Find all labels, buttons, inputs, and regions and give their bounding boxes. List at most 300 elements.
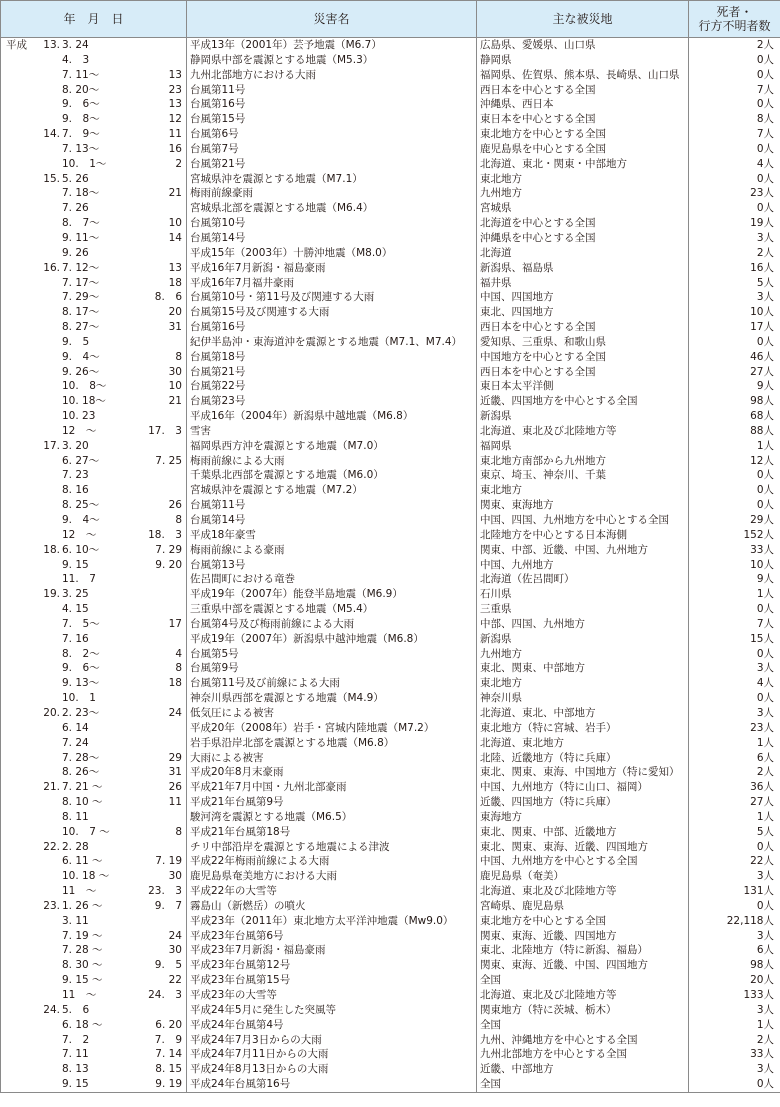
date-cell (1, 958, 187, 973)
affected-area-cell: 北海道、東北・関東・中部地方 (477, 157, 689, 172)
deaths-cell: 2人 (689, 765, 780, 780)
disaster-name-cell: 台風第9号 (187, 661, 477, 676)
date-cell (1, 127, 187, 142)
affected-area-cell: 西日本を中心とする全国 (477, 320, 689, 335)
deaths-cell: 3人 (689, 706, 780, 721)
table-row (1, 53, 780, 68)
deaths-cell: 0人 (689, 899, 780, 914)
table-row (1, 780, 780, 795)
affected-area-cell: 中部、四国、九州地方 (477, 617, 689, 632)
start-date: 7. 28～ (62, 751, 100, 764)
disaster-name-cell: 台風第22号 (187, 379, 477, 394)
affected-area-cell: 東北地方を中心とする全国 (477, 914, 689, 929)
date-cell (1, 513, 187, 528)
deaths-cell: 3人 (689, 1003, 780, 1018)
start-date: 12 ～ (62, 424, 97, 437)
deaths-cell: 12人 (689, 454, 780, 469)
date-cell (1, 83, 187, 98)
table-row (1, 394, 780, 409)
deaths-cell: 4人 (689, 157, 780, 172)
affected-area-cell: 宮崎県、鹿児島県 (477, 899, 689, 914)
deaths-cell: 1人 (689, 439, 780, 454)
disaster-name-cell: 梅雨前線による豪雨 (187, 543, 477, 558)
end-date: 10 (168, 217, 182, 230)
end-date: 7. 9 (154, 1033, 182, 1046)
table-row (1, 988, 780, 1003)
disaster-name-cell: 台風第11号及び前線による大雨 (187, 676, 477, 691)
start-date: 9. 15 ～ (62, 974, 103, 987)
affected-area-cell: 広島県、愛媛県、山口県 (477, 38, 689, 53)
end-date: 10 (168, 380, 182, 393)
disaster-name-cell: 台風第14号 (187, 231, 477, 246)
start-date: 8. 30 ～ (62, 959, 103, 972)
disaster-name-cell: 台風第10号 (187, 216, 477, 231)
deaths-cell: 15人 (689, 632, 780, 647)
date-cell (1, 394, 187, 409)
table-row (1, 246, 780, 261)
date-cell (1, 424, 187, 439)
disaster-name-cell: 平成23年の大雪等 (187, 988, 477, 1003)
table-row (1, 142, 780, 157)
deaths-cell: 3人 (689, 869, 780, 884)
deaths-cell: 9人 (689, 379, 780, 394)
disaster-name-cell: 平成19年（2007年）能登半島地震（M6.9） (187, 587, 477, 602)
affected-area-cell: 北陸、近畿地方（特に兵庫） (477, 751, 689, 766)
affected-area-cell: 沖縄県を中心とする全国 (477, 231, 689, 246)
deaths-cell: 98人 (689, 394, 780, 409)
disaster-name-cell: 平成22年梅雨前線による大雨 (187, 854, 477, 869)
end-date: 21 (168, 395, 182, 408)
date-cell (1, 261, 187, 276)
table-row (1, 276, 780, 291)
disaster-name-cell: 台風第21号 (187, 365, 477, 380)
table-row (1, 587, 780, 602)
start-date: 7. 11 (62, 1048, 89, 1061)
end-date: 29 (168, 751, 182, 764)
table-row (1, 661, 780, 676)
end-date: 24 (168, 929, 182, 942)
deaths-cell: 152人 (689, 528, 780, 543)
start-date: 7. 5～ (62, 617, 100, 630)
deaths-cell: 29人 (689, 513, 780, 528)
disaster-name-cell: 宮城県沖を震源とする地震（M7.1） (187, 172, 477, 187)
end-date: 26 (168, 499, 182, 512)
disaster-name-cell: 台風第23号 (187, 394, 477, 409)
table-row (1, 617, 780, 632)
affected-area-cell: 静岡県 (477, 53, 689, 68)
date-cell (1, 97, 187, 112)
table-row (1, 513, 780, 528)
affected-area-cell: 九州地方 (477, 647, 689, 662)
deaths-cell: 1人 (689, 587, 780, 602)
date-cell (1, 468, 187, 483)
table-row (1, 424, 780, 439)
date-cell (1, 825, 187, 840)
date-cell (1, 305, 187, 320)
affected-area-cell: 関東、東海、近畿、四国地方 (477, 929, 689, 944)
start-date: 2. 23～ (62, 706, 100, 719)
table-row (1, 854, 780, 869)
deaths-cell: 1人 (689, 1018, 780, 1033)
table-row (1, 38, 780, 53)
end-date: 18 (168, 276, 182, 289)
affected-area-cell: 東北、北陸地方（特に新潟、福島） (477, 943, 689, 958)
affected-area-cell: 福岡県 (477, 439, 689, 454)
affected-area-cell: 中国、九州地方 (477, 558, 689, 573)
end-date: 7. 19 (155, 855, 182, 868)
end-date: 9. 7 (154, 899, 182, 912)
deaths-cell: 6人 (689, 751, 780, 766)
start-date: 4. 3 (62, 53, 90, 66)
end-date: 30 (168, 944, 182, 957)
disaster-name-cell: 鹿児島県奄美地方における大雨 (187, 869, 477, 884)
affected-area-cell: 九州北部地方を中心とする全国 (477, 1047, 689, 1062)
start-date: 8. 11 (62, 810, 89, 823)
date-cell (1, 543, 187, 558)
disaster-name-cell: 平成19年（2007年）新潟県中越沖地震（M6.8） (187, 632, 477, 647)
start-date: 8. 10 ～ (62, 796, 103, 809)
deaths-cell: 33人 (689, 543, 780, 558)
affected-area-cell: 北海道を中心とする全国 (477, 216, 689, 231)
disaster-name-cell: 福岡県西方沖を震源とする地震（M7.0） (187, 439, 477, 454)
date-cell (1, 929, 187, 944)
start-date: 10. 8～ (62, 380, 107, 393)
disaster-name-cell: 平成22年の大雪等 (187, 884, 477, 899)
date-cell (1, 617, 187, 632)
end-date: 24. 3 (148, 989, 182, 1001)
affected-area-cell: 新潟県 (477, 632, 689, 647)
disaster-name-cell: 平成16年（2004年）新潟県中越地震（M6.8） (187, 409, 477, 424)
date-cell (1, 483, 187, 498)
affected-area-cell: 新潟県 (477, 409, 689, 424)
table-row (1, 112, 780, 127)
affected-area-cell: 近畿、四国地方（特に兵庫） (477, 795, 689, 810)
table-row (1, 157, 780, 172)
disaster-name-cell: 雪害 (187, 424, 477, 439)
table-row (1, 201, 780, 216)
start-date: 9. 13～ (62, 677, 100, 690)
start-date: 7. 26 (62, 202, 89, 215)
date-cell (1, 172, 187, 187)
end-date: 18 (168, 677, 182, 690)
deaths-cell: 88人 (689, 424, 780, 439)
deaths-cell: 7人 (689, 127, 780, 142)
date-cell (1, 854, 187, 869)
date-cell (1, 647, 187, 662)
deaths-cell: 3人 (689, 1062, 780, 1077)
end-date: 7. 29 (155, 543, 182, 556)
start-date: 3. 24 (62, 39, 89, 51)
deaths-cell: 22人 (689, 854, 780, 869)
deaths-cell: 1人 (689, 810, 780, 825)
deaths-cell: 131人 (689, 884, 780, 899)
affected-area-cell: 全国 (477, 1077, 689, 1092)
deaths-cell: 0人 (689, 483, 780, 498)
affected-area-cell: 中国地方を中心とする全国 (477, 350, 689, 365)
disaster-name-cell: 台風第21号 (187, 157, 477, 172)
disaster-name-cell: 紀伊半島沖・東海道沖を震源とする地震（M7.1、M7.4） (187, 335, 477, 350)
table-row (1, 528, 780, 543)
end-date: 23. 3 (148, 885, 182, 898)
start-date: 9. 11～ (62, 231, 100, 244)
disaster-name-cell: 平成24年台風第4号 (187, 1018, 477, 1033)
start-date: 11 ～ (62, 885, 97, 898)
end-date: 20 (168, 306, 182, 319)
affected-area-cell: 東北地方 (477, 172, 689, 187)
end-date: 2 (175, 157, 182, 170)
disaster-name-cell: 平成24年8月13日からの大雨 (187, 1062, 477, 1077)
end-date: 8 (175, 514, 182, 526)
affected-area-cell: 神奈川県 (477, 691, 689, 706)
date-cell (1, 1077, 187, 1092)
disaster-name-cell: チリ中部沿岸を震源とする地震による津波 (187, 840, 477, 855)
start-date: 9. 15 (62, 1078, 89, 1091)
table-row (1, 498, 780, 513)
deaths-cell: 2人 (689, 38, 780, 53)
affected-area-cell: 東北地方南部から九州地方 (477, 454, 689, 469)
affected-area-cell: 新潟県、福島県 (477, 261, 689, 276)
disaster-name-cell: 平成21年台風第18号 (187, 825, 477, 840)
disaster-name-cell: 平成16年7月福井豪雨 (187, 276, 477, 291)
start-date: 8. 27～ (62, 321, 100, 334)
deaths-cell: 5人 (689, 825, 780, 840)
affected-area-cell: 北海道 (477, 246, 689, 261)
date-cell (1, 795, 187, 810)
date-cell (1, 335, 187, 350)
table-row (1, 1003, 780, 1018)
date-cell (1, 869, 187, 884)
disaster-name-cell: 平成23年7月新潟・福島豪雨 (187, 943, 477, 958)
deaths-cell: 0人 (689, 201, 780, 216)
start-date: 3. 11 (62, 914, 89, 927)
disaster-name-cell: 駿河湾を震源とする地震（M6.5） (187, 810, 477, 825)
affected-area-cell: 東北、関東、東海、近畿、四国地方 (477, 840, 689, 855)
header-date: 年 月 日 (1, 1, 187, 38)
disaster-name-cell: 平成24年台風第16号 (187, 1077, 477, 1092)
affected-area-cell: 北海道、東北、中部地方 (477, 706, 689, 721)
year: 15. (43, 172, 60, 185)
disaster-name-cell: 台風第11号 (187, 498, 477, 513)
date-cell (1, 988, 187, 1003)
affected-area-cell: 中国、九州地方（特に山口、福岡） (477, 780, 689, 795)
end-date: 17 (168, 617, 182, 630)
deaths-cell: 0人 (689, 840, 780, 855)
table-row (1, 676, 780, 691)
deaths-cell: 19人 (689, 216, 780, 231)
era: 平成 (6, 39, 27, 51)
affected-area-cell: 北海道、東北及び北陸地方等 (477, 884, 689, 899)
disaster-name-cell: 低気圧による被害 (187, 706, 477, 721)
affected-area-cell: 関東、東海、近畿、中国、四国地方 (477, 958, 689, 973)
date-cell (1, 899, 187, 914)
start-date: 7. 21 ～ (62, 781, 103, 794)
date-cell (1, 157, 187, 172)
start-date: 5. 6 (62, 1003, 90, 1016)
disaster-name-cell: 宮城県北部を震源とする地震（M6.4） (187, 201, 477, 216)
start-date: 12 ～ (62, 528, 97, 541)
year: 13. (43, 39, 60, 51)
deaths-cell: 36人 (689, 780, 780, 795)
end-date: 21 (168, 187, 182, 200)
table-row (1, 572, 780, 587)
affected-area-cell: 東北、四国地方 (477, 305, 689, 320)
affected-area-cell: 東日本を中心とする全国 (477, 112, 689, 127)
year: 23. (43, 899, 60, 912)
end-date: 17. 3 (148, 424, 182, 437)
deaths-cell: 0人 (689, 53, 780, 68)
table-row (1, 216, 780, 231)
end-date: 7. 25 (155, 454, 182, 467)
table-row (1, 454, 780, 469)
date-cell (1, 186, 187, 201)
deaths-cell: 0人 (689, 498, 780, 513)
affected-area-cell: 北陸地方を中心とする日本海側 (477, 528, 689, 543)
start-date: 9. 26 (62, 246, 89, 259)
affected-area-cell: 西日本を中心とする全国 (477, 365, 689, 380)
disaster-name-cell: 平成15年（2003年）十勝沖地震（M8.0） (187, 246, 477, 261)
start-date: 6. 18 ～ (62, 1018, 103, 1031)
start-date: 9. 4～ (62, 350, 100, 363)
table-row (1, 483, 780, 498)
date-cell (1, 691, 187, 706)
date-cell (1, 290, 187, 305)
table-row (1, 1077, 780, 1092)
deaths-cell: 68人 (689, 409, 780, 424)
disaster-name-cell: 平成23年台風第12号 (187, 958, 477, 973)
start-date: 9. 6～ (62, 662, 100, 675)
date-cell (1, 706, 187, 721)
table-row (1, 899, 780, 914)
affected-area-cell: 石川県 (477, 587, 689, 602)
date-cell (1, 780, 187, 795)
disaster-name-cell: 台風第4号及び梅雨前線による大雨 (187, 617, 477, 632)
header-deaths: 死者・ 行方不明者数 (689, 1, 780, 38)
end-date: 22 (168, 974, 182, 987)
end-date: 31 (168, 766, 182, 779)
start-date: 8. 20～ (62, 83, 100, 96)
table-row (1, 83, 780, 98)
start-date: 10. 7 ～ (62, 825, 110, 838)
table-row (1, 127, 780, 142)
disaster-name-cell: 梅雨前線による大雨 (187, 454, 477, 469)
date-cell (1, 365, 187, 380)
table-row (1, 409, 780, 424)
table-row (1, 543, 780, 558)
start-date: 9. 4～ (62, 514, 100, 526)
deaths-cell: 7人 (689, 83, 780, 98)
deaths-cell: 133人 (689, 988, 780, 1003)
end-date: 4 (175, 647, 182, 660)
date-cell (1, 721, 187, 736)
disaster-name-cell: 梅雨前線豪雨 (187, 186, 477, 201)
start-date: 9. 6～ (62, 98, 100, 111)
start-date: 6. 11 ～ (62, 855, 103, 868)
deaths-cell: 0人 (689, 97, 780, 112)
date-cell (1, 439, 187, 454)
table-row (1, 68, 780, 83)
date-cell (1, 736, 187, 751)
affected-area-cell: 関東、中部、近畿、中国、九州地方 (477, 543, 689, 558)
affected-area-cell: 近畿、四国地方を中心とする全国 (477, 394, 689, 409)
table-row (1, 186, 780, 201)
start-date: 10. 23 (62, 410, 96, 423)
disaster-name-cell: 台風第14号 (187, 513, 477, 528)
deaths-cell: 0人 (689, 468, 780, 483)
table-row (1, 97, 780, 112)
affected-area-cell: 東日本太平洋側 (477, 379, 689, 394)
deaths-cell: 22,118人 (689, 914, 780, 929)
affected-area-cell: 九州地方 (477, 186, 689, 201)
date-cell (1, 246, 187, 261)
end-date: 31 (168, 321, 182, 334)
disaster-name-cell: 平成23年（2011年）東北地方太平洋沖地震（Mw9.0） (187, 914, 477, 929)
date-cell (1, 973, 187, 988)
table-row (1, 335, 780, 350)
date-cell (1, 1003, 187, 1018)
disaster-name-cell: 台風第7号 (187, 142, 477, 157)
table-row (1, 647, 780, 662)
end-date: 23 (168, 83, 182, 96)
deaths-cell: 0人 (689, 647, 780, 662)
disaster-name-cell: 台風第18号 (187, 350, 477, 365)
deaths-cell: 0人 (689, 1077, 780, 1092)
deaths-cell: 17人 (689, 320, 780, 335)
deaths-cell: 3人 (689, 231, 780, 246)
table-row (1, 261, 780, 276)
date-cell (1, 498, 187, 513)
end-date: 26 (168, 781, 182, 794)
affected-area-cell: 中国、四国地方 (477, 290, 689, 305)
disaster-name-cell: 霧島山（新燃岳）の噴火 (187, 899, 477, 914)
affected-area-cell: 関東、東海地方 (477, 498, 689, 513)
disaster-name-cell: 大雨による被害 (187, 751, 477, 766)
date-cell (1, 676, 187, 691)
start-date: 7. 28 ～ (62, 944, 103, 957)
date-cell (1, 1062, 187, 1077)
end-date: 24 (168, 706, 182, 719)
date-cell (1, 68, 187, 83)
table-row (1, 765, 780, 780)
deaths-cell: 10人 (689, 558, 780, 573)
date-cell (1, 38, 187, 53)
date-cell (1, 142, 187, 157)
affected-area-cell: 全国 (477, 1018, 689, 1033)
deaths-cell: 3人 (689, 290, 780, 305)
deaths-cell: 0人 (689, 691, 780, 706)
end-date: 8 (175, 350, 182, 363)
affected-area-cell: 九州、沖縄地方を中心とする全国 (477, 1033, 689, 1048)
end-date: 12 (168, 113, 182, 126)
start-date: 6. 14 (62, 721, 89, 734)
disaster-name-cell: 平成18年豪雪 (187, 528, 477, 543)
date-cell (1, 1033, 187, 1048)
start-date: 7. 13～ (62, 142, 100, 155)
date-cell (1, 572, 187, 587)
affected-area-cell: 関東地方（特に茨城、栃木） (477, 1003, 689, 1018)
disaster-name-cell: 千葉県北西部を震源とする地震（M6.0） (187, 468, 477, 483)
affected-area-cell: 鹿児島県（奄美） (477, 869, 689, 884)
affected-area-cell: 北海道、東北及び北陸地方等 (477, 988, 689, 1003)
end-date: 11 (168, 128, 182, 141)
disaster-name-cell: 宮城県沖を震源とする地震（M7.2） (187, 483, 477, 498)
table-row (1, 558, 780, 573)
affected-area-cell: 北海道、東北及び北陸地方等 (477, 424, 689, 439)
affected-area-cell: 東海地方 (477, 810, 689, 825)
year: 21. (43, 781, 60, 794)
affected-area-cell: 西日本を中心とする全国 (477, 83, 689, 98)
end-date: 6. 20 (155, 1018, 182, 1031)
affected-area-cell: 東北、関東、中部、近畿地方 (477, 825, 689, 840)
